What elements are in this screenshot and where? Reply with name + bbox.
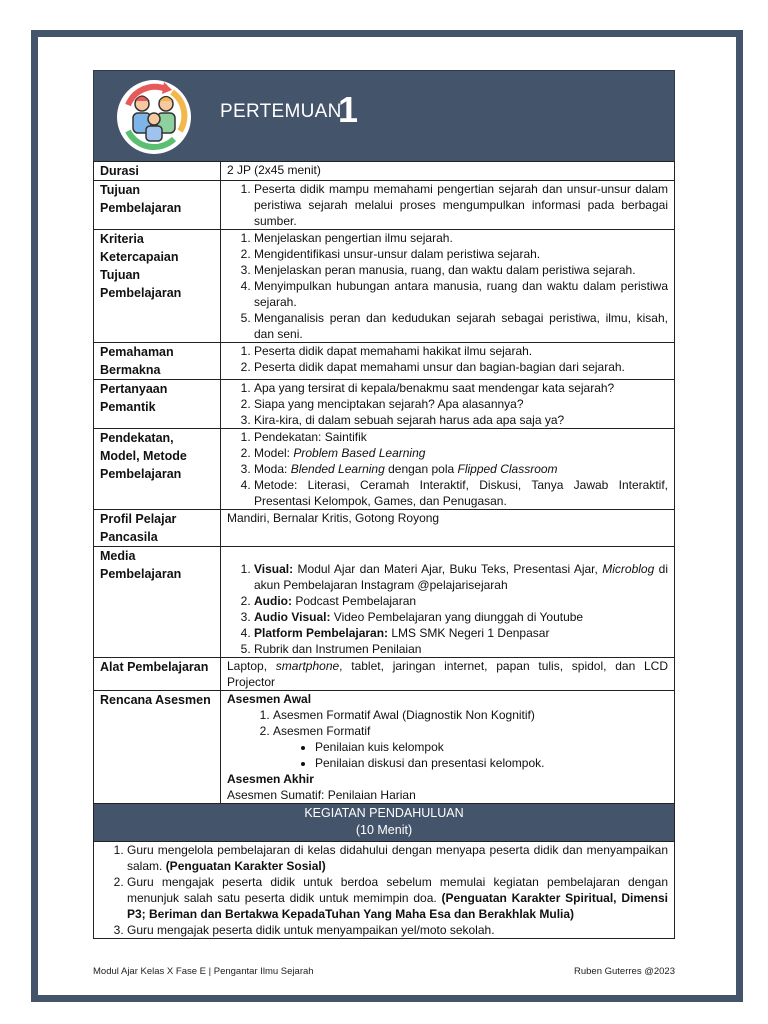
list-item: 1. Pendekatan: Saintifik	[254, 429, 668, 445]
list-item: 2. Asesmen Formatif	[273, 723, 668, 739]
value-asesmen	[221, 691, 675, 804]
text: (Penguatan Karakter Sosial)	[165, 859, 326, 873]
lesson-plan-document	[93, 70, 675, 939]
list-item	[254, 593, 668, 609]
list-item: 5. Menganalisis peran dan kedudukan sejarah sebagai peristiwa, ilmu, kisah, dan seni.	[254, 310, 668, 342]
row-durasi	[94, 162, 675, 181]
row-asesmen	[94, 691, 675, 804]
text: Microblog	[602, 562, 655, 576]
label-tujuan: Tujuan Pembelajaran	[94, 181, 221, 230]
list-item: 4. Menyimpulkan hubungan antara manusia, ruang dan waktu dalam peristiwa sejarah.	[254, 278, 668, 310]
list-item: 1. Asesmen Formatif Awal (Diagnostik Non Kognitif)	[273, 707, 668, 723]
label-pemahaman: Pemahaman Bermakna	[94, 343, 221, 380]
meeting-banner	[93, 70, 675, 161]
text: Guru mengelola pembelajaran di kelas didahului dengan menyapa peserta didik dan menyampaikan salam.	[127, 843, 668, 873]
asesmen-sub-list	[227, 739, 668, 771]
list-item	[254, 609, 668, 625]
list-item: 2. Mengidentifikasi unsur-unsur dalam peristiwa sejarah.	[254, 246, 668, 262]
label-kriteria: Kriteria Ketercapaian Tujuan Pembelajaran	[94, 230, 221, 343]
list-item	[127, 874, 668, 922]
asesmen-akhir-text: Asesmen Sumatif: Penilaian Harian	[227, 788, 416, 802]
text: LMS SMK Negeri 1 Denpasar	[388, 626, 550, 640]
row-pendekatan	[94, 429, 675, 510]
list-item: • Penilaian diskusi dan presentasi kelompok.	[315, 755, 668, 771]
text: Podcast Pembelajaran	[292, 594, 417, 608]
row-profil	[94, 510, 675, 547]
text: Laptop,	[227, 659, 276, 673]
list-item: 1. Menjelaskan pengertian ilmu sejarah.	[254, 230, 668, 246]
row-pertanyaan	[94, 380, 675, 429]
list-item: 4. Metode: Literasi, Ceramah Interaktif, Diskusi, Tanya Jawab Interaktif, Presentasi Kelompok, Games, dan Penugasan.	[254, 477, 668, 509]
label-asesmen: Rencana Asesmen	[94, 691, 221, 804]
row-tujuan	[94, 181, 675, 230]
footer-right: Ruben Guterres @2023	[573, 966, 675, 977]
text: Visual:	[254, 562, 294, 576]
list-item: 5. Rubrik dan Instrumen Penilaian	[254, 641, 668, 657]
text: Audio Visual:	[254, 610, 331, 624]
row-kegiatan-body	[94, 842, 675, 939]
text: Flipped Classroom	[457, 462, 558, 476]
text: , tablet, jaringan internet, papan tulis, spidol, dan LCD Projector	[227, 659, 669, 689]
text: Audio:	[254, 594, 292, 608]
list-item	[127, 842, 668, 874]
list-item	[254, 445, 668, 461]
kegiatan-section-header	[94, 804, 675, 842]
text: Modul Ajar dan Materi Ajar, Buku Teks, Presentasi Ajar,	[293, 562, 603, 576]
list-item	[254, 461, 668, 477]
asesmen-akhir-heading: Asesmen Akhir	[227, 772, 314, 786]
list-item: 1. Apa yang tersirat di kepala/benakmu saat mendengar kata sejarah?	[254, 380, 668, 396]
text: Problem Based Learning	[293, 446, 426, 460]
label-pertanyaan: Pertanyaan Pemantik	[94, 380, 221, 429]
meeting-number: 1	[338, 89, 359, 130]
label-profil: Profil Pelajar Pancasila	[94, 510, 221, 547]
label-durasi: Durasi	[94, 162, 221, 181]
text: Model:	[254, 446, 294, 460]
label-alat: Alat Pembelajaran	[94, 658, 221, 691]
text: Guru mengajak peserta didik untuk berdoa sebelum memulai kegiatan pembelajaran dengan menunjuk salah satu peserta didik untuk memimpin doa.	[127, 875, 668, 905]
meeting-title: PERTEMUAN	[220, 101, 342, 122]
row-kegiatan-header	[94, 804, 675, 842]
list-item: • Penilaian kuis kelompok	[315, 739, 668, 755]
row-pemahaman	[94, 343, 675, 380]
list-item: 3. Kira-kira, di dalam sebuah sejarah harus ada apa saja ya?	[254, 412, 668, 428]
tujuan-list	[227, 181, 668, 229]
text: smartphone	[275, 659, 340, 673]
kegiatan-duration: (10 Menit)	[355, 823, 413, 837]
text: Blended Learning	[290, 462, 385, 476]
people-cycle-icon	[114, 77, 194, 157]
text: Moda:	[254, 462, 291, 476]
text: Video Pembelajaran yang diunggah di Youtube	[330, 610, 584, 624]
row-media	[94, 547, 675, 658]
row-alat	[94, 658, 675, 691]
media-list	[227, 561, 668, 657]
value-alat	[221, 658, 675, 691]
list-item	[254, 625, 668, 641]
list-item: 1. Peserta didik mampu memahami pengertian sejarah dan unsur-unsur dalam peristiwa sejarah melalui proses mengumpulkan informasi pada berbagai sumber.	[254, 181, 668, 229]
text: dengan pola	[384, 462, 458, 476]
list-item: 2. Peserta didik dapat memahami unsur dan bagian-bagian dari sejarah.	[254, 359, 668, 375]
footer-left: Modul Ajar Kelas X Fase E | Pengantar Ilmu Sejarah	[93, 966, 314, 977]
text: (Penguatan Karakter Spiritual, Dimensi P3; Beriman dan Bertakwa KepadaTuhan Yang Maha Esa dan Berakhlak Mulia)	[127, 891, 668, 921]
pemahaman-list	[227, 343, 668, 375]
value-durasi: 2 JP (2x45 menit)	[221, 162, 675, 181]
list-item: 2. Siapa yang menciptakan sejarah? Apa alasannya?	[254, 396, 668, 412]
pertanyaan-list	[227, 380, 668, 428]
kegiatan-title: KEGIATAN PENDAHULUAN	[304, 806, 464, 820]
list-item: 3. Menjelaskan peran manusia, ruang, dan waktu dalam peristiwa sejarah.	[254, 262, 668, 278]
kriteria-list	[227, 230, 668, 342]
label-media: Media Pembelajaran	[94, 547, 221, 658]
list-item	[254, 561, 668, 593]
list-item: 3. Guru mengajak peserta didik untuk menyampaikan yel/moto sekolah.	[127, 922, 668, 938]
asesmen-awal-heading: Asesmen Awal	[227, 692, 312, 706]
text: di akun Pembelajaran Instagram @pelajarisejarah	[254, 562, 668, 592]
pendekatan-list	[227, 429, 668, 509]
list-item: 1. Peserta didik dapat memahami hakikat ilmu sejarah.	[254, 343, 668, 359]
value-profil: Mandiri, Bernalar Kritis, Gotong Royong	[221, 510, 675, 547]
text: Platform Pembelajaran:	[254, 626, 389, 640]
row-kriteria	[94, 230, 675, 343]
kegiatan-list	[100, 842, 668, 938]
asesmen-awal-list	[227, 707, 668, 739]
label-pendekatan: Pendekatan, Model, Metode Pembelajaran	[94, 429, 221, 510]
lesson-plan-table	[93, 161, 675, 939]
